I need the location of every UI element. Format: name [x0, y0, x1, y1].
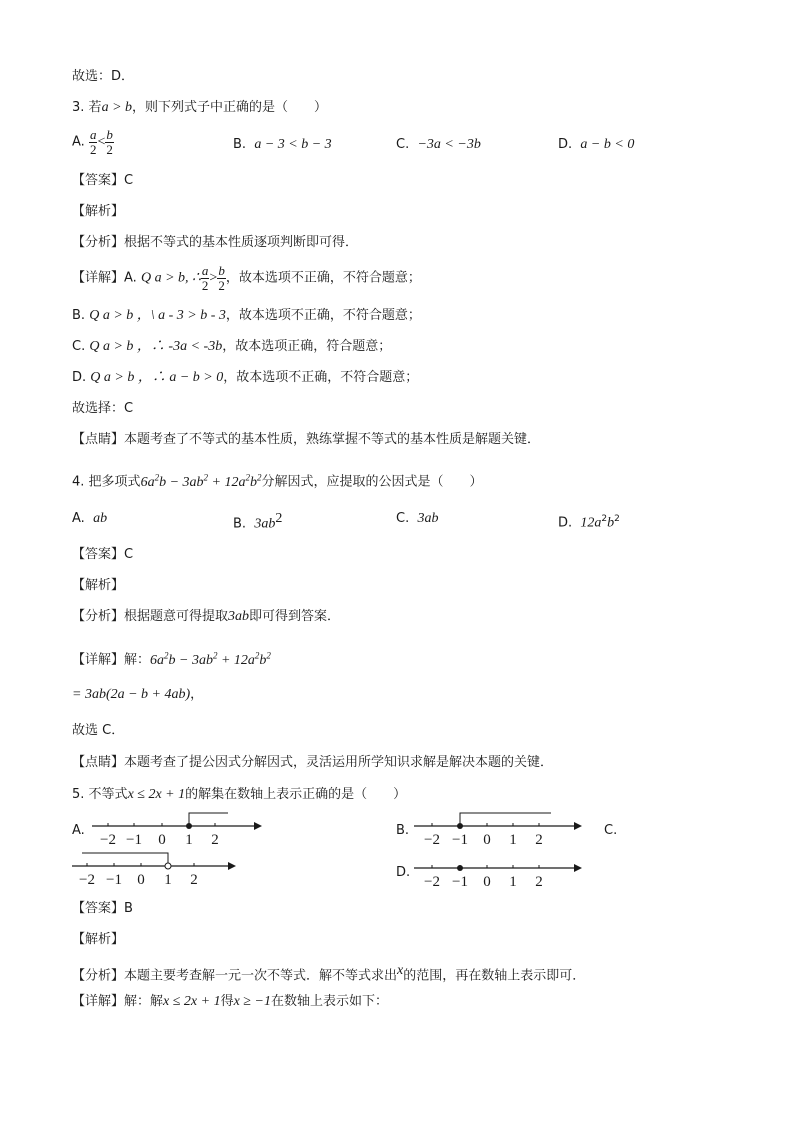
tick-label: 1	[185, 832, 193, 848]
q4-option-c: C. 3ab	[396, 511, 439, 526]
axis-arrow	[228, 862, 236, 870]
tick-label: −1	[106, 872, 122, 888]
q3-option-b: B. a − 3 < b − 3	[233, 137, 332, 152]
q3-dianjing: 【点睛】本题考查了不等式的基本性质，熟练掌握不等式的基本性质是解题关键．	[72, 432, 541, 447]
solution-ray	[460, 813, 551, 826]
axis-arrow	[574, 822, 582, 830]
solid-point	[457, 865, 463, 871]
q3-analysis-heading: 【解析】	[72, 204, 125, 219]
solution-ray	[189, 813, 228, 826]
q3-option-a-frac1: $\frac{a}{2}$	[89, 127, 97, 157]
q4-option-d: D. $12a^2b^2$	[558, 514, 620, 531]
axis-arrow	[254, 822, 262, 830]
q3-option-a-label: A.	[72, 134, 85, 150]
q5-analysis-heading: 【解析】	[72, 932, 125, 947]
q4-stem: 4. 把多项式$6a^2b - 3ab^2 + 12a^2b^2$分解因式，应提取的公因式是（ ）	[72, 472, 483, 490]
q4-option-b: B. $3ab^2$	[233, 511, 283, 532]
tick-label: −2	[424, 874, 440, 890]
q5-stem: 5. 不等式x ≤ 2x + 1的解集在数轴上表示正确的是（ ）	[72, 787, 407, 802]
q3-xiangjie-a: 【详解】A. Q a > b, ∴ $\frac{a}{2}$ > $\frac{b}{2}$ ，故本选项不正确，不符合题意；	[72, 263, 421, 293]
q5-option-b-label: B.	[396, 823, 410, 838]
tick-label: −1	[452, 874, 468, 890]
q3-condition: a > b	[101, 100, 133, 115]
tick-label: 1	[509, 874, 517, 890]
q3-choose: 故选择：C	[72, 401, 134, 416]
q3-option-a	[72, 128, 114, 157]
q5-option-a-numberline	[88, 808, 263, 850]
q4-step2: = 3ab(2a − b + 4ab)，	[72, 687, 204, 702]
q5-option-d-label: D.	[396, 865, 411, 880]
q5-option-b-numberline	[410, 808, 585, 850]
q4-fenxi: 【分析】根据题意可得提取3ab即可得到答案．	[72, 609, 341, 624]
q3-stem	[72, 99, 327, 117]
tick-label: 1	[164, 872, 172, 888]
tick-label: −2	[424, 832, 440, 848]
q5-option-d-numberline	[410, 850, 585, 892]
tick-label: 2	[190, 872, 198, 888]
q4-choose: 故选 C．	[72, 723, 125, 738]
q5-option-a-label: A.	[72, 823, 85, 838]
q4-analysis-heading: 【解析】	[72, 578, 125, 593]
tick-label: 2	[535, 832, 543, 848]
q4-option-a: A. ab	[72, 511, 108, 526]
tick-label: −2	[100, 832, 116, 848]
q3-xiangjie-c: C. Q a > b ，∴ -3a < -3b，故本选项正确，符合题意；	[72, 339, 392, 354]
tick-label: 1	[509, 832, 517, 848]
tick-label: 2	[211, 832, 219, 848]
q3-answer: 【答案】C	[72, 173, 134, 188]
prev-answer-line: 故选：D．	[72, 69, 135, 84]
axis-arrow	[574, 864, 582, 872]
tick-label: 0	[158, 832, 166, 848]
q4-xiangjie: 【详解】解：$6a^2b - 3ab^2 + 12a^2b^2$	[72, 650, 271, 668]
solid-point	[457, 823, 463, 829]
tick-label: 0	[483, 832, 491, 848]
q3-post: ，则下列式子中正确的是（ ）	[132, 100, 328, 115]
q4-dianjing: 【点睛】本题考查了提公因式分解因式，灵活运用所学知识求解是解决本题的关键．	[72, 755, 554, 770]
q5-xiangjie: 【详解】解：解x ≤ 2x + 1得x ≥ −1在数轴上表示如下：	[72, 994, 388, 1009]
q3-xiangjie-b: B. Q a > b ，\ a - 3 > b - 3，故本选项不正确，不符合题意；	[72, 308, 421, 323]
tick-label: 0	[137, 872, 145, 888]
q3-pre: 若	[88, 100, 102, 115]
q3-option-c: C. −3a < −3b	[396, 137, 481, 152]
tick-label: −2	[79, 872, 95, 888]
q3-option-a-lt: <	[97, 134, 106, 150]
tick-label: 2	[535, 874, 543, 890]
q3-xiangjie-d: D. Q a > b ，∴ a − b > 0，故本选项不正确，不符合题意；	[72, 370, 419, 385]
solid-point	[186, 823, 192, 829]
q5-answer: 【答案】B	[72, 901, 133, 916]
tick-label: 0	[483, 874, 491, 890]
q5-option-c-label: C.	[604, 823, 618, 838]
hollow-point	[165, 863, 171, 869]
q3-fenxi: 【分析】根据不等式的基本性质逐项判断即可得．	[72, 235, 359, 250]
q3-option-a-frac2: $\frac{b}{2}$	[106, 127, 113, 157]
tick-label: −1	[126, 832, 142, 848]
q3-number: 3.	[72, 100, 85, 115]
q5-option-c-numberline	[70, 848, 240, 890]
q5-fenxi: 【分析】本题主要考查解一元一次不等式．解不等式求出$^x$的范围，再在数轴上表示即可．	[72, 963, 586, 984]
q3-option-d: D. a − b < 0	[558, 137, 635, 152]
q4-answer: 【答案】C	[72, 547, 134, 562]
tick-label: −1	[452, 832, 468, 848]
solution-ray	[82, 853, 168, 863]
